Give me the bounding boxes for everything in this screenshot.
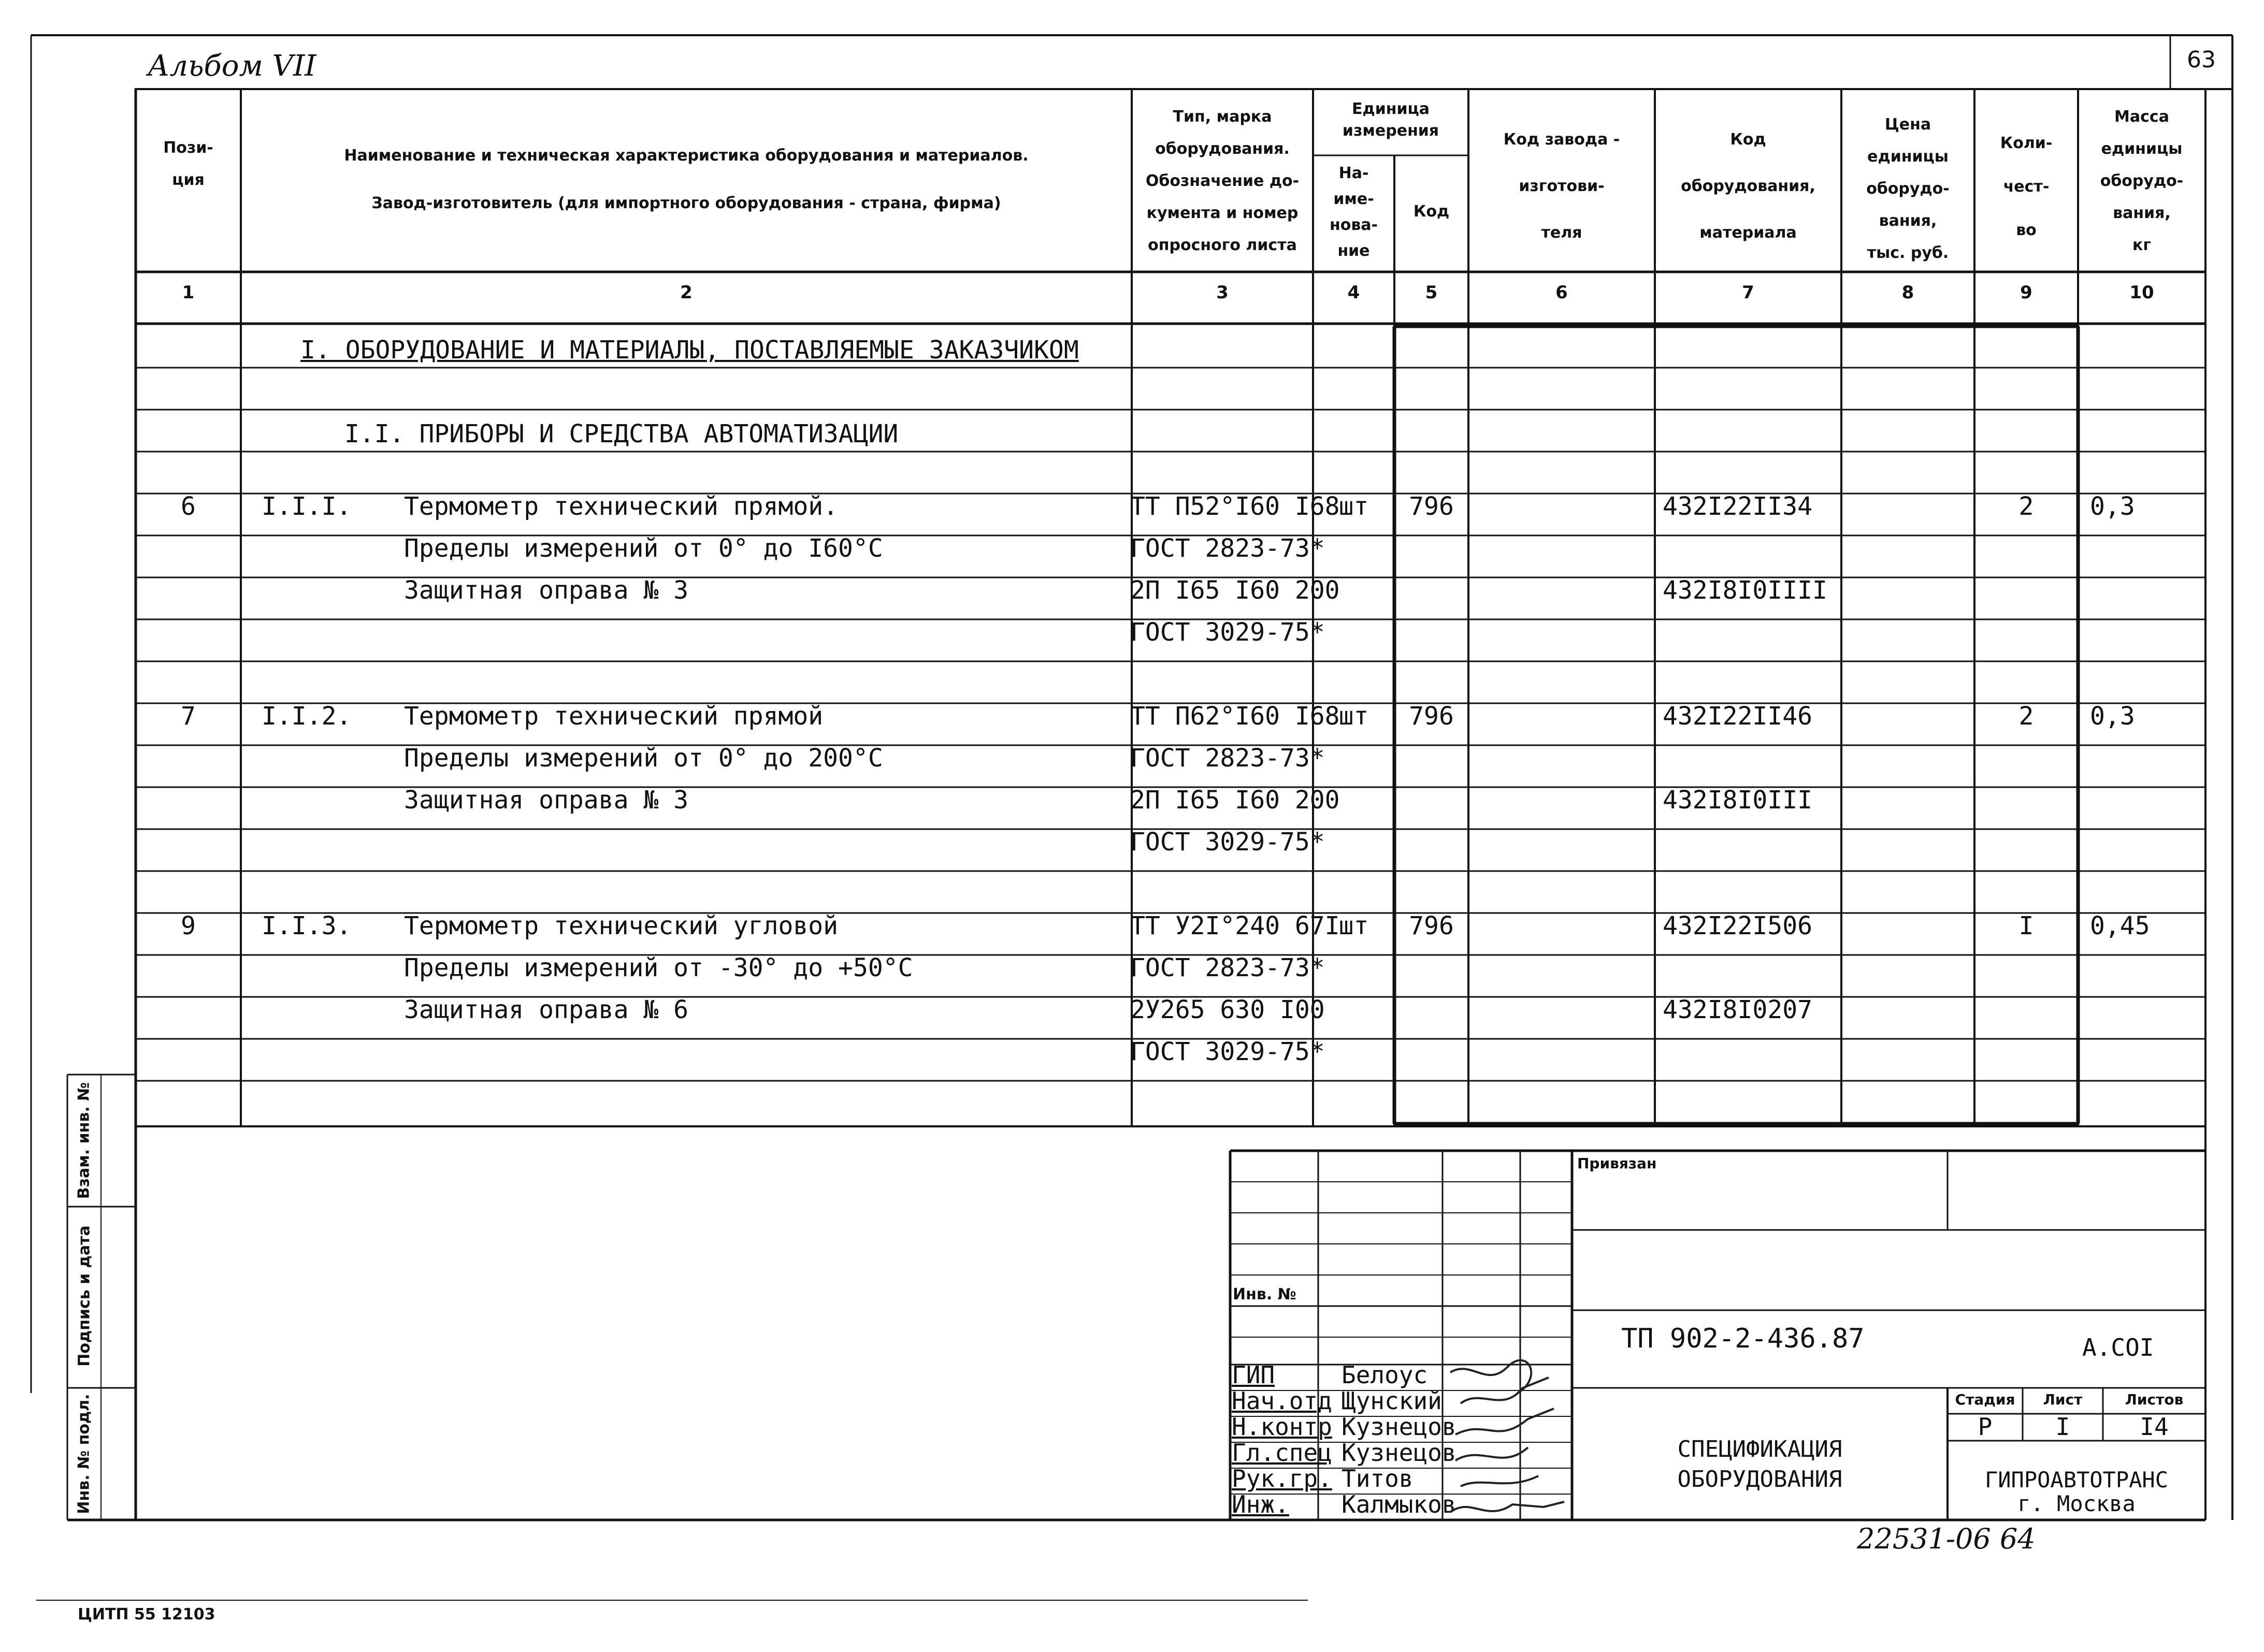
album-label: Альбом VII (148, 49, 316, 83)
row-5-unit: шт (1338, 702, 1369, 731)
row-6-name: Пределы измерений от 0° до 200°C (404, 744, 883, 773)
subsection-title: I.I. ПРИБОРЫ И СРЕДСТВА АВТОМАТИЗАЦИИ (344, 419, 899, 448)
header-col5: Код (1413, 202, 1450, 221)
privyazan-label: Привязан (1577, 1155, 1657, 1172)
page-number: 63 (2187, 47, 2216, 73)
colnum-3: 3 (1216, 282, 1229, 303)
sheets-value: I4 (2140, 1413, 2169, 1441)
row-0-type: ТТ П52°I60 I68 (1130, 492, 1340, 521)
doc-title: СПЕЦИФИКАЦИЯ ОБОРУДОВАНИЯ (1677, 1436, 1842, 1492)
header-col7: Код оборудования, материала (1681, 131, 1815, 242)
header-col10: Масса единицы оборудо- вания, кг (2100, 108, 2184, 254)
row-11-name: Пределы измерений от -30° до +50°C (404, 953, 913, 982)
role-name: Щунский (1342, 1387, 1442, 1415)
row-5-pos: 7 (181, 702, 196, 731)
row-5-type: ТТ П62°I60 I68 (1130, 702, 1340, 731)
header-unit-group: Единица измерения (1342, 100, 1439, 140)
row-2-code: 432I8I0IIII (1663, 576, 1827, 605)
role-label: Рук.гр. (1232, 1465, 1332, 1492)
doc-code: ТП 902-2-436.87 (1621, 1323, 1865, 1354)
row-7-name: Защитная оправа № 3 (404, 786, 689, 815)
row-10-name: Термометр технический угловой (404, 911, 839, 940)
role-label: Инж. (1232, 1490, 1289, 1518)
row-10-qty: I (2018, 911, 2034, 940)
row-0-num: I.I.I. (262, 492, 352, 521)
row-12-name: Защитная оправа № 6 (404, 995, 689, 1024)
row-5-name: Термометр технический прямой (404, 702, 824, 731)
colnum-9: 9 (2020, 282, 2032, 303)
row-11-type: ГОСТ 2823-73* (1130, 953, 1325, 982)
row-10-unit-code: 796 (1409, 911, 1454, 940)
role-name: Калмыков (1342, 1490, 1457, 1518)
row-10-pos: 9 (181, 911, 196, 940)
colnum-4: 4 (1347, 282, 1360, 303)
colnum-10: 10 (2129, 282, 2154, 303)
sheets-label: Листов (2125, 1391, 2184, 1408)
row-0-qty: 2 (2018, 492, 2034, 521)
role-label: Гл.спец (1232, 1439, 1332, 1467)
side-label-inv: Инв. № подл. (75, 1394, 93, 1514)
row-12-type: 2У265 630 I00 (1130, 995, 1325, 1024)
header-col1: Пози- ция (163, 139, 213, 189)
row-10-num: I.I.3. (262, 911, 352, 940)
row-0-name: Термометр технический прямой. (404, 492, 839, 521)
side-label-vzam: Взам. инв. № (75, 1082, 93, 1199)
sheet-value: I (2055, 1413, 2070, 1441)
row-8-type: ГОСТ 3029-75* (1130, 828, 1325, 857)
row-7-code: 432I8I0III (1663, 786, 1812, 815)
role-label: ГИП (1232, 1361, 1275, 1389)
organization: ГИПРОАВТОТРАНС г. Москва (1984, 1467, 2168, 1516)
inv-label: Инв. № (1233, 1285, 1296, 1303)
sheet-code: А.СОI (2082, 1334, 2154, 1361)
row-2-type: 2П I65 I60 200 (1130, 576, 1340, 605)
row-5-mass: 0,3 (2090, 702, 2135, 731)
signature-scribbles (1440, 1357, 1585, 1520)
side-label-podpis: Подпись и дата (75, 1225, 94, 1367)
row-0-unit: шт (1338, 492, 1369, 521)
row-5-num: I.I.2. (262, 702, 352, 731)
row-0-mass: 0,3 (2090, 492, 2135, 521)
colnum-5: 5 (1425, 282, 1438, 303)
row-10-type: ТТ У2I°240 67I (1130, 911, 1340, 940)
row-10-code: 432I22I506 (1663, 911, 1812, 940)
stage-label: Стадия (1955, 1391, 2015, 1408)
row-7-type: 2П I65 I60 200 (1130, 786, 1340, 815)
bottom-handwritten-number: 22531-06 64 (1857, 1523, 2036, 1555)
row-10-mass: 0,45 (2090, 911, 2150, 940)
colnum-7: 7 (1742, 282, 1754, 303)
header-col9: Коли- чест- во (2000, 134, 2053, 239)
role-name: Кузнецов (1342, 1439, 1457, 1467)
header-col4: На- име- нова- ние (1329, 164, 1378, 260)
row-0-pos: 6 (181, 492, 196, 521)
row-6-type: ГОСТ 2823-73* (1130, 744, 1325, 773)
row-1-type: ГОСТ 2823-73* (1130, 534, 1325, 563)
row-10-unit: шт (1338, 911, 1369, 940)
row-2-name: Защитная оправа № 3 (404, 576, 689, 605)
row-13-type: ГОСТ 3029-75* (1130, 1037, 1325, 1066)
sheet-label: Лист (2043, 1391, 2083, 1408)
row-5-code: 432I22II46 (1663, 702, 1812, 731)
role-label: Нач.отд (1232, 1387, 1332, 1415)
colnum-2: 2 (680, 282, 693, 303)
row-1-name: Пределы измерений от 0° до I60°C (404, 534, 883, 563)
section-title: I. ОБОРУДОВАНИЕ И МАТЕРИАЛЫ, ПОСТАВЛЯЕМЫЕ ЗАКАЗЧИКОМ (300, 336, 1079, 365)
stage-value: Р (1978, 1413, 1993, 1441)
row-3-type: ГОСТ 3029-75* (1130, 618, 1325, 647)
role-name: Кузнецов (1342, 1413, 1457, 1441)
header-col3: Тип, марка оборудования. Обозначение до- кумента и номер опросного листа (1145, 108, 1300, 254)
colnum-8: 8 (1901, 282, 1914, 303)
role-name: Титов (1342, 1465, 1414, 1492)
role-label: Н.контр (1232, 1413, 1332, 1441)
role-name: Белоус (1342, 1361, 1428, 1389)
row-12-code: 432I8I0207 (1663, 995, 1812, 1024)
colnum-1: 1 (182, 282, 195, 303)
colnum-6: 6 (1555, 282, 1568, 303)
header-col8: Цена единицы оборудо- вания, тыс. руб. (1866, 115, 1950, 262)
row-0-code: 432I22II34 (1663, 492, 1812, 521)
header-col6: Код завода - изготови- теля (1503, 131, 1620, 242)
row-0-unit-code: 796 (1409, 492, 1454, 521)
printer-mark: ЦИТП 55 12103 (78, 1605, 215, 1624)
row-5-qty: 2 (2018, 702, 2034, 731)
header-col2: Наименование и техническая характеристика оборудования и материалов. Завод-изготовитель (для импортного оборудования - страна, фирма) (344, 147, 1029, 212)
row-5-unit-code: 796 (1409, 702, 1454, 731)
